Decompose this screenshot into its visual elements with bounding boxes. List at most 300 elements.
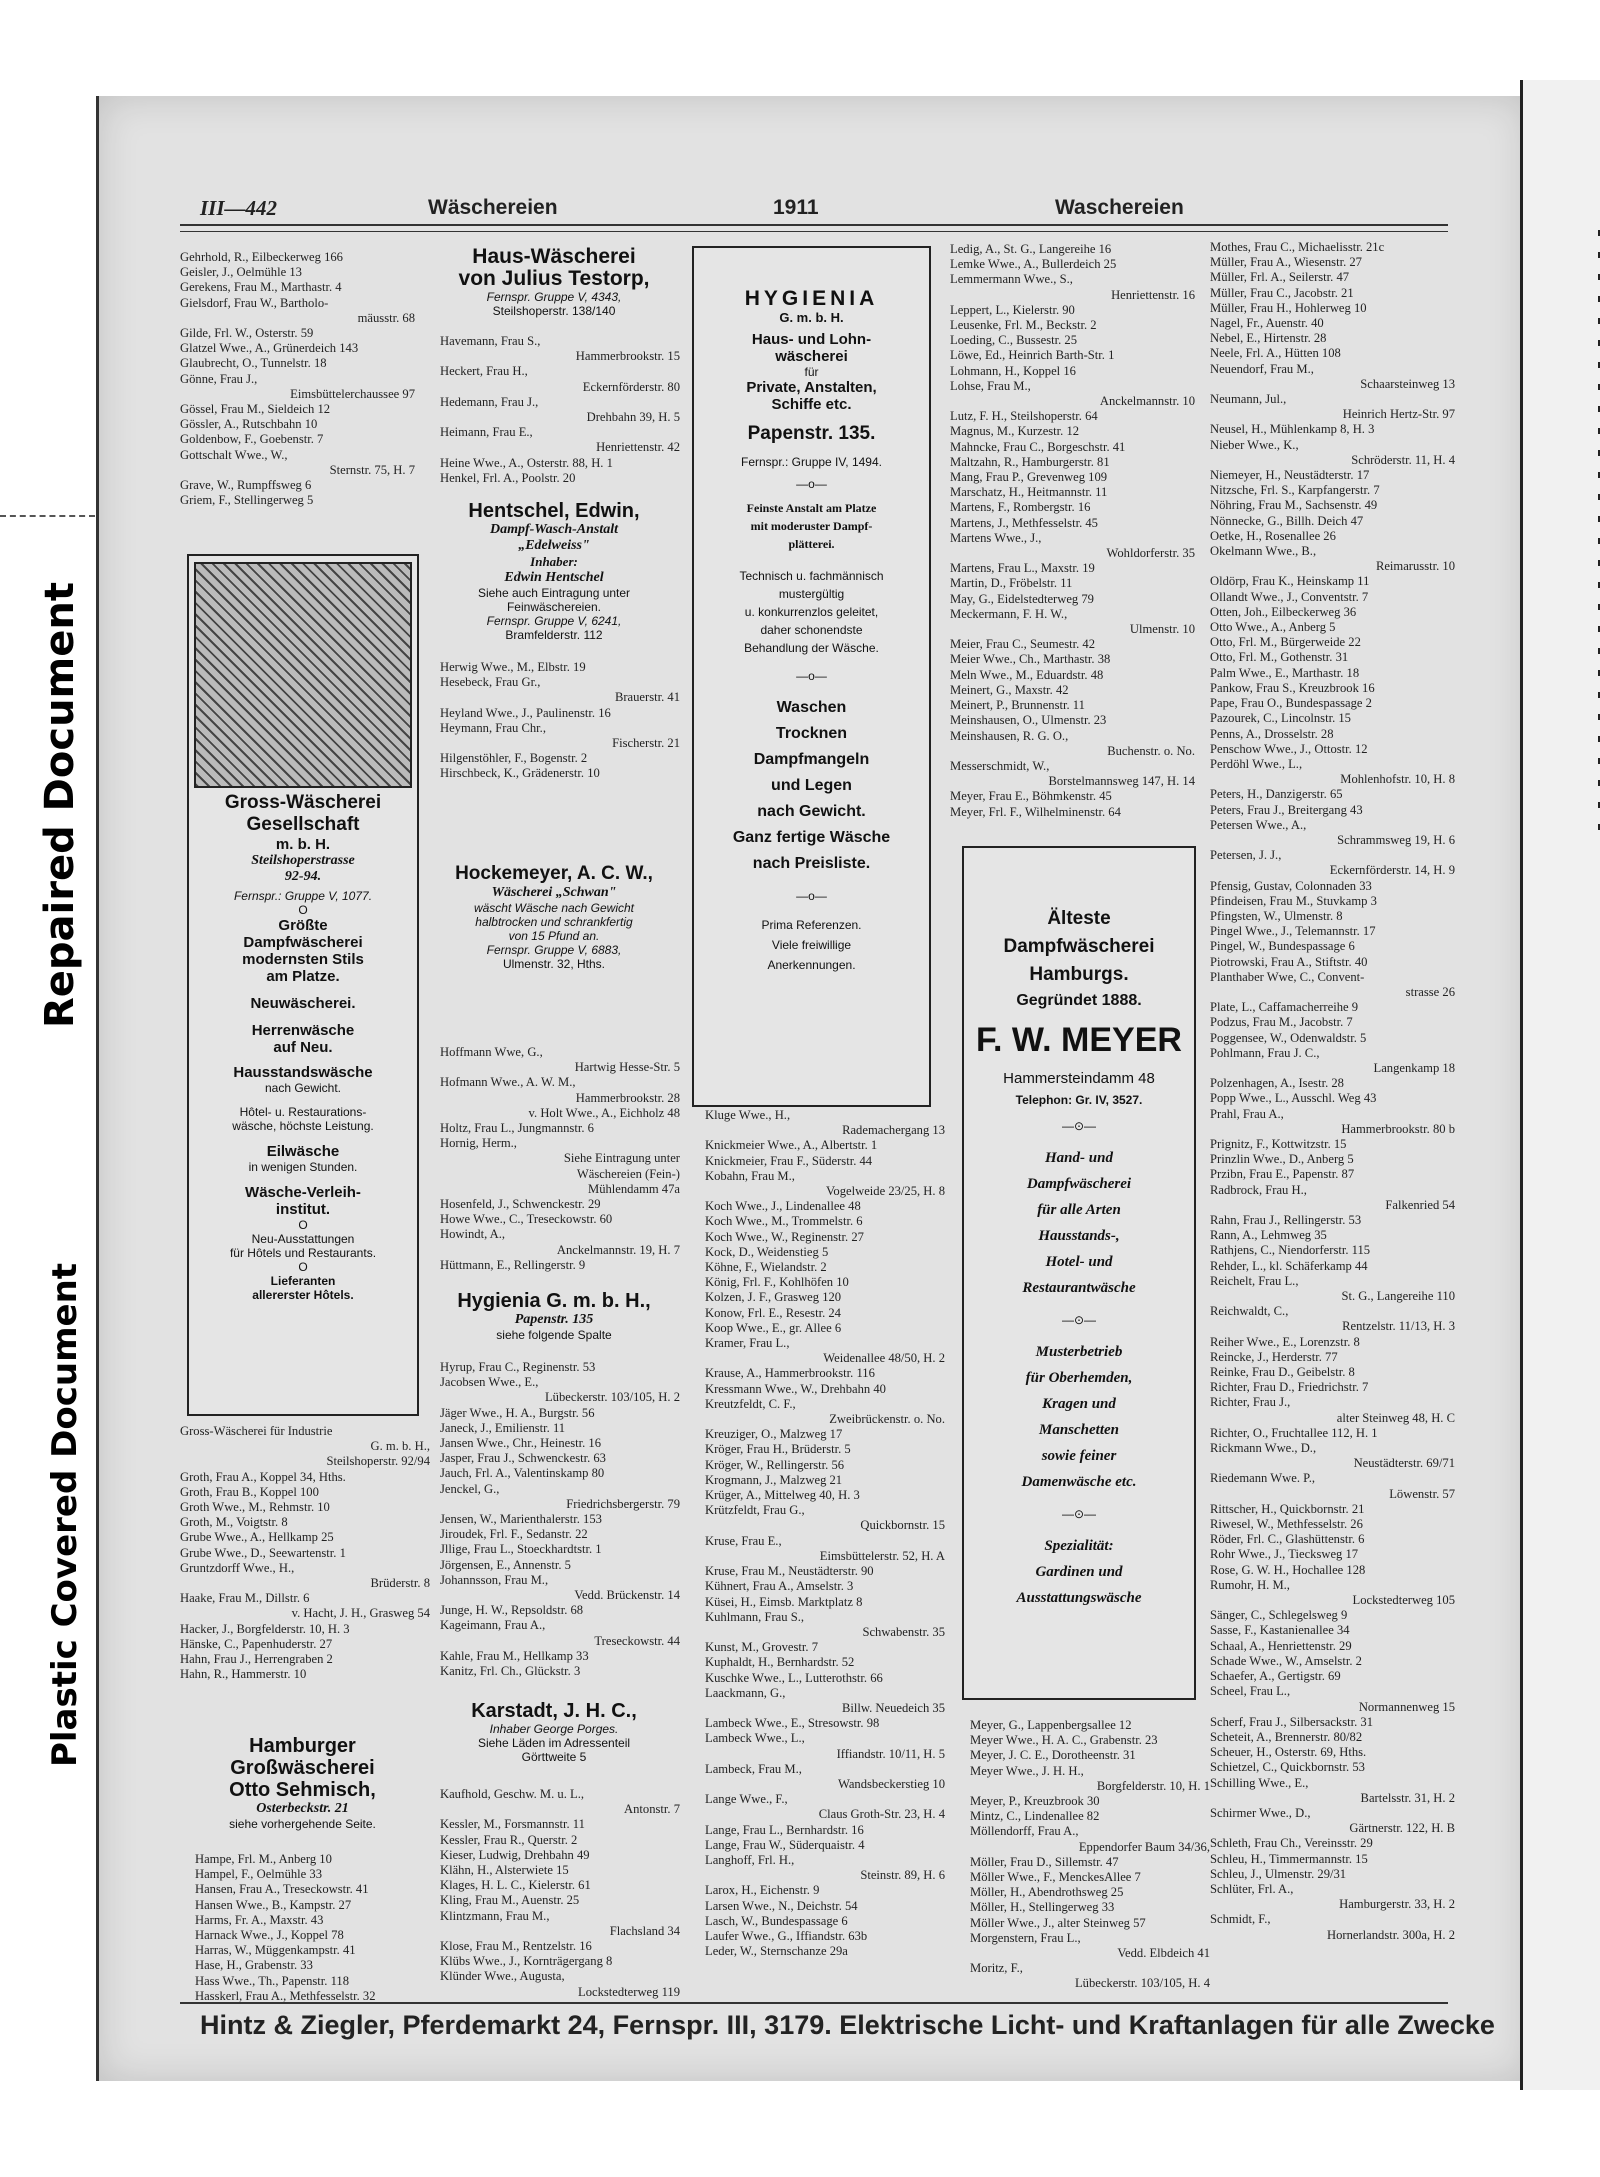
list-item: Kuhlmann, Frau S.,	[705, 1609, 804, 1624]
list-item: Goldenbow, F., Goebenstr. 7	[180, 432, 324, 447]
list-item: Heckert, Frau H.,	[440, 364, 528, 379]
list-item: Neusel, H., Mühlenkamp 8, H. 3	[1210, 422, 1375, 437]
list-item: Eckernförderstr. 14, H. 9	[1329, 863, 1455, 878]
list-item: Pingel Wwe., J., Telemannstr. 17	[1210, 924, 1376, 939]
list-item: Meyer, G., Lappenbergsallee 12	[970, 1718, 1132, 1732]
list-item: Möller, H., Abendrothsweg 25	[970, 1885, 1124, 1900]
list-item: Kolzen, J. F., Grasweg 120	[705, 1290, 842, 1305]
list-item: Gerekens, Frau M., Marthastr. 4	[180, 280, 342, 295]
list-item: Meinshausen, O., Ulmenstr. 23	[950, 713, 1107, 728]
list-item: Iffiandstr. 10/11, H. 5	[836, 1746, 945, 1761]
list-item: Gottschalt Wwe., W.,	[180, 447, 288, 462]
list-item: Otto, Frl. M., Gothenstr. 31	[1210, 650, 1349, 665]
ad-hygienia-t3: Haus- und Lohn-	[751, 331, 872, 348]
list-item: Scheuer, H., Osterstr. 69, Hths.	[1210, 1745, 1367, 1760]
ad-gross-title1: Gross-Wäscherei	[224, 792, 382, 813]
list-item: Hahn, R., Hammerstr. 10	[180, 1667, 307, 1682]
list-item: Hahn, Frau J., Herrengraben 2	[180, 1652, 333, 1667]
list-item: Lockstedterweg 105	[1352, 1593, 1455, 1608]
list-item: Hampe, Frl. M., Anberg 10	[195, 1852, 332, 1866]
list-item: Richter, Frau D., Friedrichstr. 7	[1210, 1380, 1369, 1395]
list-item: Möller, Frau D., Sillemstr. 47	[970, 1854, 1119, 1869]
ad-meyer-t15: für Oberhemden,	[1025, 1370, 1133, 1386]
ad-hentschel-t6: Siehe auch Eintragung unter	[477, 586, 631, 600]
list-item: Wandsbeckerstieg 10	[837, 1776, 945, 1791]
list-item: Knickmeier, Frau F., Süderstr. 44	[705, 1153, 873, 1168]
list-item: Brauerstr. 41	[614, 690, 680, 705]
list-item: Jacobsen Wwe., E.,	[440, 1375, 539, 1390]
list-item: Ledig, A., St. G., Langereihe 16	[950, 242, 1112, 256]
ad-testorp-t2: von Julius Testorp,	[458, 267, 650, 290]
ad-hygienia-t21: und Legen	[771, 777, 852, 794]
ad-hygienia-t18: Waschen	[776, 699, 847, 716]
ad-hygienia-t2: G. m. b. H.	[779, 310, 844, 325]
list-item: Lockstedterweg 119	[578, 1984, 680, 1999]
ad-karstadt-t3: Siehe Läden im Adressenteil	[477, 1736, 631, 1750]
ad-hockemeyer-t7: Ulmenstr. 32, Hths.	[502, 957, 606, 971]
ad-hentschel-t3: „Edelweiss"	[518, 538, 590, 553]
ad-hockemeyer-t2: Wäscherei „Schwan"	[491, 885, 617, 900]
list-item: v. Holt Wwe., A., Eichholz 48	[528, 1105, 680, 1120]
list-item: Kressmann Wwe., W., Drehbahn 40	[705, 1381, 886, 1396]
list-item: Grube Wwe., D., Seewartenstr. 1	[180, 1545, 346, 1560]
list-item: Griem, F., Stellingerweg 5	[180, 493, 314, 508]
list-item: Hacker, J., Borgfelderstr. 10, H. 3	[180, 1621, 350, 1636]
list-item: Sasse, F., Kastanienallee 34	[1210, 1623, 1350, 1638]
list-item: Hyrup, Frau C., Reginenstr. 53	[440, 1360, 596, 1374]
list-item: Müller, Frau H., Hohlerweg 10	[1210, 300, 1367, 315]
list-item: Rittscher, H., Quickbornstr. 21	[1210, 1501, 1365, 1516]
list-item: Jiroudek, Frl. F., Sedanstr. 22	[440, 1527, 588, 1542]
list-item: Kröger, W., Rellingerstr. 56	[705, 1457, 845, 1472]
list-item: Borgfelderstr. 10, H. 1	[1096, 1778, 1210, 1793]
list-item: Pape, Frau O., Bundespassage 2	[1210, 696, 1372, 711]
ad-hygienia-ref-t2: Papenstr. 135	[514, 1312, 594, 1327]
list-item: Meyer Wwe., H. A. C., Grabenstr. 23	[970, 1733, 1158, 1748]
list-item: Heimann, Frau E.,	[440, 425, 533, 440]
ad-hentschel	[428, 500, 680, 650]
list-item: Prignitz, F., Kottwitzstr. 15	[1210, 1136, 1347, 1151]
ad-fw-meyer	[962, 846, 1196, 1700]
list-item: Wohldorferstr. 35	[1106, 546, 1195, 561]
ad-hamburger-grosswaescherei	[180, 1735, 425, 1831]
ad-hockemeyer	[428, 863, 680, 989]
ad-hentschel-t1: Hentschel, Edwin,	[468, 500, 640, 522]
list-item: Jäger Wwe., H. A., Burgstr. 56	[440, 1405, 595, 1420]
list-item: Hornerlandstr. 300a, H. 2	[1326, 1927, 1455, 1942]
list-item: Hirschbeck, K., Grädenerstr. 10	[440, 766, 600, 781]
list-item: Kröger, Frau H., Brüderstr. 5	[705, 1442, 851, 1457]
list-item: Kunst, M., Grovestr. 7	[705, 1640, 818, 1655]
list-item: Groth, M., Voigtstr. 8	[180, 1515, 288, 1530]
ad-hygienia-t1: HYGIENIA	[744, 287, 879, 310]
list-item: Anckelmannstr. 10	[1099, 394, 1195, 409]
ad-gross-waescherei	[187, 554, 419, 1416]
list-item: Klübs Wwe., J., Kornträgergang 8	[440, 1954, 613, 1969]
ad-gross-l7: auf Neu.	[273, 1039, 333, 1056]
list-item: Lange, Frau W., Süderquaistr. 4	[705, 1837, 865, 1852]
list-item: Scheteit, A., Brennerstr. 80/82	[1210, 1729, 1363, 1744]
ad-meyer-t14: Musterbetrieb	[1035, 1344, 1123, 1360]
list-item: Jenckel, G.,	[440, 1481, 500, 1496]
list-item: Falkenried 54	[1385, 1197, 1455, 1212]
list-item: Groth Wwe., M., Rehmstr. 10	[180, 1500, 330, 1515]
list-item: Larox, H., Eichenstr. 9	[705, 1883, 820, 1898]
list-item: Neuendorf, Frau M.,	[1210, 361, 1314, 376]
ad-meyer-t12: Hotel- und	[1045, 1254, 1113, 1270]
ad-hamburger-t4: Osterbeckstr. 21	[256, 1801, 349, 1816]
list-item: Kanitz, Frl. Ch., Glückstr. 3	[440, 1664, 581, 1679]
list-item: Peters, H., Danzigerstr. 65	[1210, 787, 1343, 802]
list-item: Hofmann Wwe., A. W. M.,	[440, 1075, 576, 1090]
page-number: III—442	[200, 196, 278, 220]
list-item: Kieser, Ludwig, Drehbahn 49	[440, 1847, 590, 1862]
ad-meyer-sep3: —⊙—	[1061, 1507, 1097, 1521]
list-item: Grube Wwe., A., Hellkamp 25	[180, 1530, 334, 1545]
list-item: Möller Wwe., J., alter Steinweg 57	[970, 1915, 1146, 1930]
list-item: Treseckowstr. 44	[594, 1633, 680, 1648]
list-item: Scherf, Frau J., Silbersackstr. 31	[1210, 1714, 1373, 1729]
list-item: Reinke, Frau D., Geibelstr. 8	[1210, 1365, 1355, 1380]
list-item: Lübeckerstr. 103/105, H. 2	[544, 1390, 680, 1405]
list-item: Hase, H., Grabenstr. 33	[195, 1958, 313, 1973]
ad-meyer-t7: Telephon: Gr. IV, 3527.	[1015, 1093, 1143, 1107]
list-item: Koch Wwe., J., Lindenallee 48	[705, 1199, 861, 1214]
ad-hygienia-t5: für	[804, 365, 819, 379]
list-item: Schaefer, A., Gertigstr. 69	[1210, 1669, 1341, 1684]
list-item: Howe Wwe., C., Treseckowstr. 60	[440, 1212, 613, 1227]
list-item: Henriettenstr. 16	[1111, 287, 1195, 302]
list-item: Koch Wwe., M., Trommelstr. 6	[705, 1214, 863, 1229]
list-item: Nöhring, Frau M., Sachsenstr. 49	[1210, 498, 1378, 513]
list-item: Siehe Eintragung unter	[563, 1151, 680, 1166]
list-item: Ulmenstr. 10	[1129, 622, 1195, 637]
list-item: Nitzsche, Frl. S., Karpfangerstr. 7	[1210, 483, 1380, 498]
ad-gross-l10: Hôtel- u. Restaurations-	[239, 1105, 367, 1119]
list-item: Magnus, M., Kurzestr. 12	[950, 424, 1080, 439]
list-item: Klose, Frau M., Rentzelstr. 16	[440, 1939, 592, 1954]
ad-testorp-t4: Steilshoperstr. 138/140	[492, 304, 616, 318]
ad-hamburger-t1: Hamburger	[249, 1735, 356, 1757]
ad-hygienia-t26: Viele freiwillige	[771, 938, 852, 952]
list-item: Nönnecke, G., Billh. Deich 47	[1210, 513, 1364, 528]
list-item: Langenkamp 18	[1373, 1060, 1455, 1075]
list-item: Riwesel, W., Methfesselstr. 26	[1210, 1517, 1363, 1532]
list-item: Howindt, A.,	[440, 1227, 506, 1242]
list-item: Hedemann, Frau J.,	[440, 394, 539, 409]
list-item: Wäschereien (Fein-)	[576, 1166, 680, 1181]
list-item: Richter, Frau J.,	[1210, 1395, 1291, 1410]
list-item: Schröderstr. 11, H. 4	[1351, 452, 1455, 467]
column-2-d	[440, 1360, 680, 1679]
ad-hockemeyer-t1: Hockemeyer, A. C. W.,	[455, 863, 653, 884]
header-rule-thin	[180, 231, 1448, 232]
list-item: Heyland Wwe., J., Paulinenstr. 16	[440, 705, 611, 720]
ad-gross-street2: 92-94.	[284, 869, 322, 884]
ad-hygienia-t10: Feinste Anstalt am Platze	[746, 501, 877, 515]
ad-hygienia-ref-t3: siehe folgende Spalte	[496, 1328, 612, 1342]
list-item: Weidenallee 48/50, H. 2	[823, 1351, 945, 1366]
ad-gross-l8: Hausstandswäsche	[233, 1064, 373, 1081]
list-item: Rehder, L., kl. Schäferkamp 44	[1210, 1258, 1368, 1273]
list-item: Schleu, J., Ulmenstr. 29/31	[1210, 1866, 1347, 1881]
list-item: Martens Wwe., J.,	[950, 530, 1042, 545]
list-item: Poggensee, W., Odenwaldstr. 5	[1210, 1030, 1367, 1045]
list-item: Lambeck Wwe., L.,	[705, 1731, 805, 1746]
list-item: Nieber Wwe., K.,	[1210, 437, 1299, 452]
column-4	[950, 242, 1195, 820]
ad-gross-l1: Größte	[278, 917, 328, 934]
list-item: Ollandt Wwe., J., Conventstr. 7	[1210, 589, 1369, 604]
list-item: Meyer, Frau E., Böhmkenstr. 45	[950, 789, 1112, 804]
list-item: Krause, A., Hammerbrookstr. 116	[705, 1366, 875, 1381]
list-item: Laackmann, G.,	[705, 1685, 786, 1700]
ad-hygienia-t16: daher schonendste	[760, 623, 863, 637]
list-item: Harms, Fr. A., Maxstr. 43	[195, 1912, 324, 1927]
ad-hockemeyer-t6: Fernspr. Gruppe V, 6883,	[486, 943, 622, 957]
list-item: May, G., Eidelstedterweg 79	[950, 591, 1094, 606]
ad-hygienia-t15: u. konkurrenzlos geleitet,	[744, 605, 879, 619]
list-item: Eppendorfer Baum 34/36,	[1078, 1839, 1210, 1854]
list-item: Scheel, Frau L.,	[1210, 1684, 1291, 1699]
ad-gross-l16: Neu-Ausstattungen	[251, 1232, 355, 1246]
list-item: Schwabenstr. 35	[862, 1624, 945, 1639]
list-item: Havemann, Frau S.,	[440, 334, 541, 348]
list-item: Schaarsteinweg 13	[1360, 376, 1455, 391]
ad-hygienia-t23: Ganz fertige Wäsche	[732, 829, 891, 846]
list-item: Jasper, Frau J., Schwenckestr. 63	[440, 1451, 606, 1466]
list-item: Meinert, P., Brunnenstr. 11	[950, 698, 1085, 713]
list-item: Sänger, C., Schlegelsweg 9	[1210, 1608, 1348, 1623]
list-item: Mohlenhofstr. 10, H. 8	[1340, 772, 1455, 787]
list-item: Brüderstr. 8	[370, 1576, 430, 1591]
list-item: Oldörp, Frau K., Heinskamp 11	[1210, 574, 1370, 589]
ad-hygienia-t6: Private, Anstalten,	[746, 379, 877, 396]
list-item: Meinshausen, R. G. O.,	[950, 728, 1069, 743]
ad-gross-title2: Gesellschaft	[246, 814, 360, 835]
list-item: Leppert, L., Kielerstr. 90	[950, 302, 1075, 317]
list-item: Vedd. Brückenstr. 14	[574, 1588, 680, 1603]
ad-hygienia-t19: Trocknen	[775, 725, 848, 742]
ad-gross-l15: institut.	[275, 1201, 331, 1218]
list-item: Müller, Frau C., Jacobstr. 21	[1210, 285, 1354, 300]
column-2-c	[440, 1045, 680, 1273]
list-item: Otto, Frl. M., Bürgerweide 22	[1210, 635, 1361, 650]
list-item: v. Hacht, J. H., Grasweg 54	[291, 1606, 430, 1621]
list-item: Polzenhagen, A., Isestr. 28	[1210, 1076, 1344, 1091]
list-item: Maltzahn, R., Hamburgerstr. 81	[950, 454, 1110, 469]
ad-hygienia	[692, 246, 931, 1107]
ad-hygienia-t4: wäscherei	[775, 348, 848, 365]
ad-gross-l17: für Hôtels und Restaurants.	[229, 1246, 377, 1260]
column-2-b	[440, 660, 680, 782]
list-item: Neele, Frl. A., Hütten 108	[1210, 346, 1341, 361]
ad-gross-l4: am Platze.	[266, 968, 340, 985]
ad-gross-phone: Fernspr.: Gruppe V, 1077.	[233, 889, 373, 903]
list-item: Okelmann Wwe., B.,	[1210, 544, 1317, 559]
list-item: Zweibrückenstr. o. No.	[829, 1412, 945, 1427]
list-item: Lübeckerstr. 103/105, H. 4	[1074, 1976, 1210, 1991]
list-item: Grave, W., Rumpffsweg 6	[180, 478, 312, 493]
list-item: Lange, Frau L., Bernhardstr. 16	[705, 1822, 864, 1837]
list-item: Janeck, J., Emilienstr. 11	[440, 1420, 566, 1435]
ad-hentschel-t5: Edwin Hentschel	[504, 570, 604, 585]
ad-gross-sep2: O	[298, 1218, 308, 1232]
list-item: Reichwaldt, C.,	[1210, 1304, 1289, 1319]
list-item: Borstelmannsweg 147, H. 14	[1048, 774, 1195, 789]
list-item: Hartwig Hesse-Str. 5	[574, 1060, 680, 1075]
list-item: Messerschmidt, W.,	[950, 758, 1050, 773]
ad-hygienia-t22: nach Gewicht.	[757, 803, 866, 820]
list-item: Pfindeisen, Frau M., Stuvkamp 3	[1210, 893, 1377, 908]
list-item: Steinstr. 89, H. 6	[860, 1868, 945, 1883]
list-item: Hänske, C., Papenhuderstr. 27	[180, 1636, 333, 1651]
list-item: Popp Wwe., L., Ausschl. Weg 43	[1210, 1091, 1377, 1106]
list-item: mäusstr. 68	[357, 310, 415, 325]
list-item: Hammerbrookstr. 80 b	[1341, 1121, 1455, 1136]
ad-gross-l12: Eilwäsche	[266, 1143, 340, 1160]
list-item: Rose, G. W. H., Hochallee 128	[1210, 1562, 1366, 1577]
list-item: Knickmeier Wwe., A., Albertstr. 1	[705, 1138, 878, 1153]
ad-hygienia-t7: Schiffe etc.	[771, 396, 852, 413]
list-item: strasse 26	[1405, 984, 1455, 999]
list-item: Meckermann, F. H. W.,	[950, 606, 1068, 621]
ad-hockemeyer-t5: von 15 Pfund an.	[508, 929, 600, 943]
list-item: Möller Wwe., F., MenckesAllee 7	[970, 1870, 1141, 1885]
column-2-e	[440, 1787, 680, 2000]
ad-karstadt-t1: Karstadt, J. H. C.,	[471, 1700, 637, 1722]
ad-meyer-t19: Damenwäsche etc.	[1021, 1474, 1137, 1490]
list-item: Kageimann, Frau A.,	[440, 1618, 546, 1633]
list-item: Mahncke, Frau C., Borgeschstr. 41	[950, 439, 1126, 454]
list-item: Reimarusstr. 10	[1375, 559, 1455, 574]
list-item: Hansen, Frau A., Treseckowstr. 41	[195, 1882, 369, 1897]
list-item: Kahle, Frau M., Hellkamp 33	[440, 1648, 589, 1663]
list-item: Prinzlin Wwe., D., Anberg 5	[1210, 1152, 1354, 1167]
ad-meyer-t11: Hausstands-,	[1038, 1228, 1120, 1244]
list-item: Rohr Wwe., J., Tiecksweg 17	[1210, 1547, 1359, 1562]
list-item: Pohlmann, Frau J. C.,	[1210, 1045, 1320, 1060]
list-item: Müller, Frl. A., Seilerstr. 47	[1210, 270, 1350, 285]
column-4-lower	[970, 1718, 1210, 1992]
list-item: Martens, J., Methfesselstr. 45	[950, 515, 1098, 530]
list-item: Jansen Wwe., Chr., Heinestr. 16	[440, 1436, 602, 1451]
list-item: Glaubrecht, O., Tunnelstr. 18	[180, 356, 327, 371]
list-item: St. G., Langereihe 110	[1341, 1289, 1455, 1304]
list-item: Kruse, Frau E.,	[705, 1533, 782, 1548]
list-item: Junge, H. W., Repsoldstr. 68	[440, 1603, 584, 1618]
ad-gross-street1: Steilshoperstrasse	[251, 853, 355, 868]
ad-hygienia-t20: Dampfmangeln	[753, 751, 870, 768]
list-item: Kobahn, Frau M.,	[705, 1168, 795, 1183]
list-item: Langhoff, Frl. H.,	[705, 1852, 795, 1867]
list-item: Martens, F., Rombergstr. 16	[950, 500, 1091, 515]
list-item: Fischerstr. 21	[612, 736, 680, 751]
list-item: Gilde, Frl. W., Osterstr. 59	[180, 326, 314, 341]
list-item: König, Frl. F., Kohlhöfen 10	[705, 1275, 849, 1290]
list-item: Haake, Frau M., Dillstr. 6	[180, 1591, 310, 1606]
list-item: Herwig Wwe., M., Elbstr. 19	[440, 660, 586, 674]
ad-testorp-t1: Haus-Wäscherei	[472, 245, 636, 268]
ad-gross-l13: in wenigen Stunden.	[248, 1160, 358, 1174]
list-item: Krogmann, J., Malzweg 21	[705, 1472, 843, 1487]
list-item: Schlüter, Frl. A.,	[1210, 1881, 1294, 1896]
ad-meyer-t4: Gegründet 1888.	[1016, 992, 1142, 1009]
list-item: Neustädterstr. 69/71	[1353, 1456, 1455, 1471]
list-item: Klähn, H., Alsterwiete 15	[440, 1863, 569, 1878]
list-item: Henriettenstr. 42	[596, 440, 680, 455]
list-item: Eimsbüttelerstr. 52, H. A	[819, 1548, 945, 1563]
ad-hentschel-t2: Dampf-Wasch-Anstalt	[489, 522, 619, 537]
ad-hygienia-t17: Behandlung der Wäsche.	[744, 641, 879, 655]
list-item: Przibn, Frau E., Papenstr. 87	[1210, 1167, 1355, 1182]
list-item: Pazourek, C., Lincolnstr. 15	[1210, 711, 1351, 726]
list-item: Oetke, H., Rosenallee 26	[1210, 528, 1336, 543]
list-item: Rahn, Frau J., Rellingerstr. 53	[1210, 1213, 1362, 1227]
list-item: Meyer, Frl. F., Wilhelminenstr. 64	[950, 804, 1121, 819]
list-item: Kreutzfeldt, C. F.,	[705, 1396, 796, 1411]
list-item: Neumann, Jul.,	[1210, 392, 1287, 407]
ad-karstadt-t2: Inhaber George Porges.	[489, 1722, 619, 1736]
ad-hentschel-t8: Fernspr. Gruppe V, 6241,	[486, 614, 622, 628]
list-item: Schmidt, F.,	[1210, 1912, 1271, 1927]
list-item: Klintzmann, Frau M.,	[440, 1908, 550, 1923]
list-item: Groth, Frau B., Koppel 100	[180, 1484, 319, 1499]
list-item: Klages, H. L. C., Kielerstr. 61	[440, 1878, 591, 1893]
list-item: Eimsbüttelerchaussee 97	[290, 386, 415, 401]
list-item: Gönne, Frau J.,	[180, 371, 258, 386]
header-right-title: Waschereien	[1055, 196, 1184, 219]
list-item: Rann, A., Lehmweg 35	[1210, 1228, 1327, 1243]
list-item: Lohse, Frau M.,	[950, 378, 1031, 393]
list-item: Hoffmann Wwe, G.,	[440, 1045, 543, 1059]
list-item: Reincke, J., Herderstr. 77	[1210, 1349, 1338, 1364]
list-item: Heine Wwe., A., Osterstr. 88, H. 1	[440, 455, 613, 470]
list-item: Pingel, W., Bundespassage 6	[1210, 939, 1355, 954]
list-item: Kuschke Wwe., L., Lutterothstr. 66	[705, 1670, 883, 1685]
list-item: Prahl, Frau A.,	[1210, 1106, 1284, 1121]
ad-gross-l6: Herrenwäsche	[251, 1022, 355, 1039]
list-item: Röder, Frl. C., Glashüttenstr. 6	[1210, 1532, 1365, 1547]
list-item: Heinrich Hertz-Str. 97	[1342, 407, 1455, 422]
list-item: Kreuziger, O., Malzweg 17	[705, 1427, 843, 1442]
list-item: Richter, O., Fruchtallee 112, H. 1	[1210, 1425, 1378, 1440]
list-item: Mühlendamm 47a	[588, 1181, 680, 1196]
list-item: Rickmann Wwe., D.,	[1210, 1441, 1317, 1456]
list-item: Penschow Wwe., J., Ottostr. 12	[1210, 741, 1368, 756]
list-item: Gross-Wäscherei für Industrie	[180, 1424, 333, 1438]
list-item: Sternstr. 75, H. 7	[329, 462, 415, 477]
list-item: Martin, D., Fröbelstr. 11	[950, 576, 1073, 591]
ad-meyer-t1: Älteste	[1047, 908, 1111, 929]
list-item: Löwenstr. 57	[1389, 1486, 1455, 1501]
list-item: Mang, Frau P., Grevenweg 109	[950, 470, 1108, 485]
list-item: Pfensig, Gustav, Colonnaden 33	[1210, 878, 1372, 893]
adjacent-page-edge	[1520, 80, 1600, 2090]
list-item: Perdöhl Wwe., L.,	[1210, 756, 1303, 771]
list-item: Petersen Wwe., A.,	[1210, 817, 1307, 832]
list-item: Henkel, Frl. A., Poolstr. 20	[440, 470, 576, 485]
ad-gross-sep3: O	[298, 1260, 308, 1274]
ad-hygienia-sep3: —o—	[796, 889, 827, 903]
list-item: Heymann, Frau Chr.,	[440, 720, 546, 735]
repaired-document-label: Repaired Document	[37, 582, 83, 1028]
ad-meyer-t2: Dampfwäscherei	[1003, 936, 1155, 957]
list-item: Radbrock, Frau H.,	[1210, 1182, 1307, 1197]
list-item: Meyer Wwe., J. H. H.,	[970, 1763, 1084, 1778]
list-item: Eckernförderstr. 80	[582, 379, 680, 394]
list-item: Peters, Frau J., Breitergang 43	[1210, 802, 1363, 817]
